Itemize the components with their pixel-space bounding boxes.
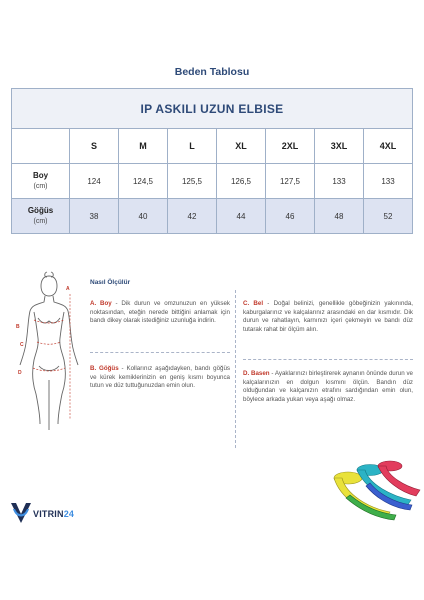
- measure-block-b: [90, 365, 230, 391]
- logo-number: 24: [63, 509, 75, 519]
- page-title: Beden Tablosu: [174, 66, 250, 78]
- svg-text:C: C: [20, 342, 24, 348]
- size-header: 2XL: [266, 129, 315, 164]
- section-divider: [243, 359, 413, 360]
- measure-block-c: [243, 300, 413, 334]
- vitrin-logo-icon: [10, 499, 32, 525]
- table-cell: 124: [70, 164, 119, 199]
- table-cell: 44: [217, 199, 266, 234]
- column-divider: [235, 290, 236, 448]
- svg-text:A: A: [66, 286, 70, 292]
- table-cell: 46: [266, 199, 315, 234]
- size-header: 3XL: [315, 129, 364, 164]
- table-cell: 38: [70, 199, 119, 234]
- size-header-row: [12, 129, 413, 164]
- table-cell: 52: [364, 199, 413, 234]
- size-chart-table: [11, 88, 413, 234]
- table-cell: 127,5: [266, 164, 315, 199]
- measure-label-a: A. Boy: [90, 300, 112, 307]
- table-cell: 125,5: [168, 164, 217, 199]
- row-label: [12, 164, 70, 199]
- table-cell: 48: [315, 199, 364, 234]
- measure-block-d: [243, 370, 413, 404]
- how-to-measure-title: Nasıl Ölçülür: [90, 279, 131, 286]
- empty-corner-cell: [12, 129, 70, 164]
- table-cell: 133: [364, 164, 413, 199]
- table-cell: 40: [119, 199, 168, 234]
- measure-label-d: D. Basen: [243, 370, 270, 377]
- measuring-tape-image: [330, 458, 422, 526]
- measure-block-a: [90, 300, 230, 326]
- row-label-text: Boy: [32, 171, 49, 180]
- table-row: [12, 164, 413, 199]
- logo-word: VITRIN: [33, 509, 64, 519]
- row-label-text: Göğüs: [27, 206, 54, 215]
- size-header: XL: [217, 129, 266, 164]
- body-measurement-figure: [14, 270, 84, 435]
- measure-label-c: C. Bel: [243, 300, 264, 307]
- svg-text:D: D: [18, 370, 22, 376]
- table-cell: 124,5: [119, 164, 168, 199]
- table-cell: 133: [315, 164, 364, 199]
- table-row: [12, 199, 413, 234]
- size-header: L: [168, 129, 217, 164]
- measure-text-b: - Kollarınız aşağıdayken, bandı göğüs ve kürek kemiklerinizin en geniş kısmı boyunca tutun ve düz tuttuğunuzdan emin olun.: [90, 365, 230, 390]
- table-title: IP ASKILI UZUN ELBISE: [12, 89, 413, 129]
- measure-text-d: - Ayaklarınızı birleştirerek aynanın önünde durun ve kalçalarınızın en dolgun kısmını ölçün. Bandın düz olduğundan ve kalçanızın etrafını sardığından emin olun, böylece arkada yukarı veya aşağı olmaz.: [243, 370, 413, 403]
- brand-logo-text: [33, 509, 74, 519]
- svg-text:B: B: [16, 324, 20, 330]
- size-header: 4XL: [364, 129, 413, 164]
- measure-label-b: B. Göğüs: [90, 365, 119, 372]
- measure-text-c: - Doğal belinizi, genellikle göbeğinizin yakınında, kaburgalarınız ve kalçalarınız arasındaki en dar kısmıdır. Dik durun ve rahatlayın, karnınızı içeri çekmeyin ve bandı düz tutarak rahat bir ölçüm alın.: [243, 300, 413, 333]
- table-cell: 42: [168, 199, 217, 234]
- row-label: [12, 199, 70, 234]
- row-unit: (cm): [33, 218, 48, 225]
- row-unit: (cm): [33, 183, 48, 190]
- table-cell: 126,5: [217, 164, 266, 199]
- size-header: M: [119, 129, 168, 164]
- size-header: S: [70, 129, 119, 164]
- measure-text-a: - Dik durun ve omzunuzun en yüksek noktasından, eteğin nerede bittiğini anlamak için bandı dikey olarak istediğiniz uzunluğa indirin.: [90, 300, 230, 325]
- section-divider: [90, 352, 230, 353]
